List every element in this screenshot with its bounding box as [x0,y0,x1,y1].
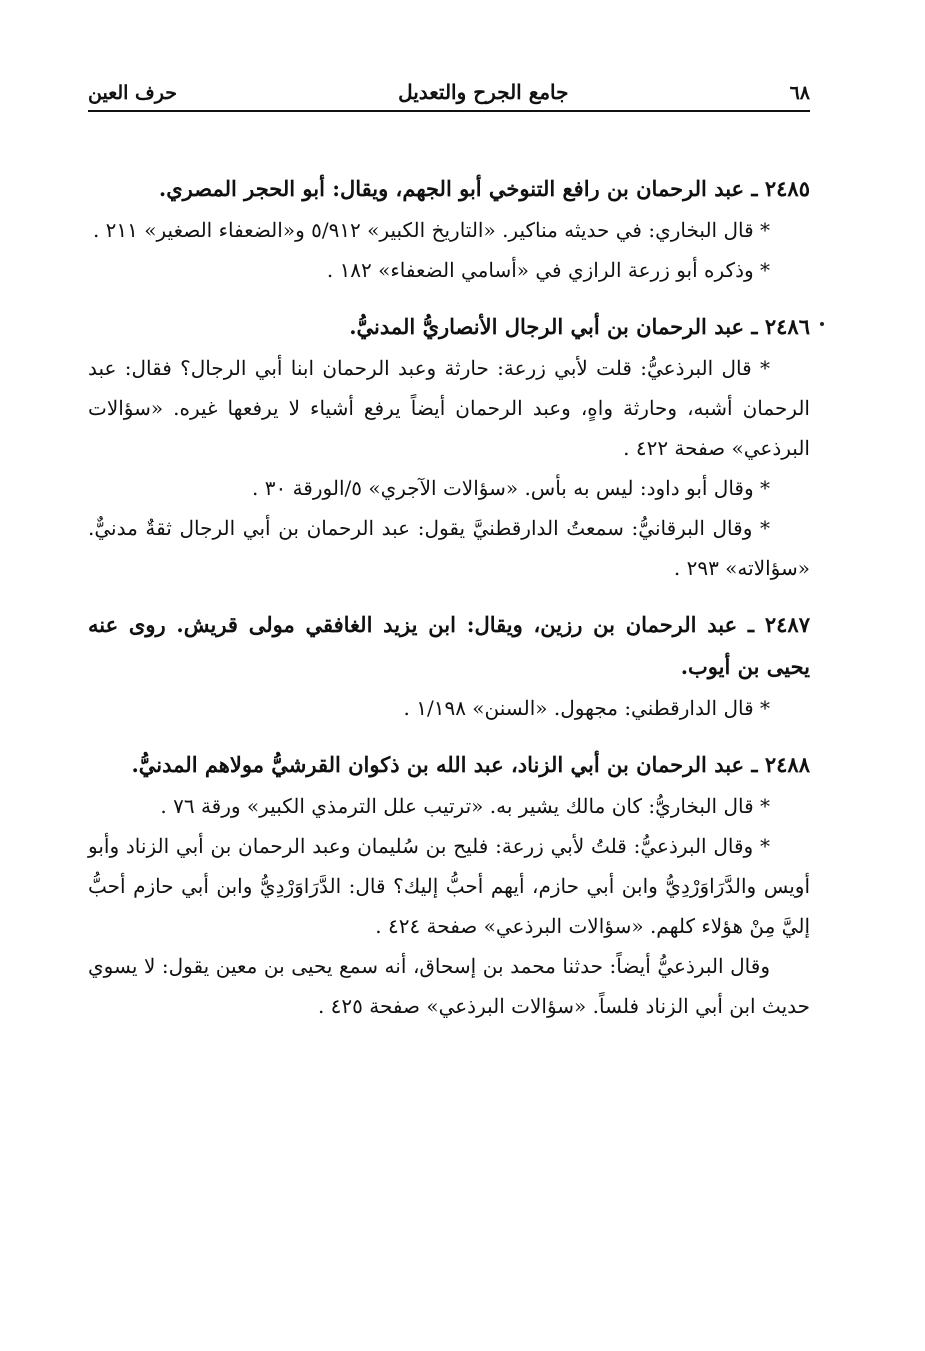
margin-mark [820,322,824,326]
entry-2485 [88,168,810,290]
page-header [88,80,810,112]
entry-paragraph: * قال البخاريُّ: كان مالك يشير به. «ترتيب علل الترمذي الكبير» ورقة ٧٦ . [160,794,770,818]
entry-paragraph: * قال البخاري: في حديثه مناكير. «التاريخ الكبير» ٥/٩١٢ و«الضعفاء الصغير» ٢١١ . [92,218,770,242]
entry-paragraph: * وذكره أبو زرعة الرازي في «أسامي الضعفاء» ١٨٢ . [326,258,770,282]
entry-2487 [88,604,810,728]
entry-paragraph: * وقال البرقانيُّ: سمعتُ الدارقطنيَّ يقول: عبد الرحمان بن أبي الرجال ثقةٌ مدنيٌّ. «سؤالاته» ٢٩٣ . [88,516,810,580]
entries [88,168,810,1026]
document-page [88,80,810,1042]
entry-heading: ٢٤٨٧ ـ عبد الرحمان بن رزين، ويقال: ابن يزيد الغافقي مولى قريش. روى عنه يحيى بن أيوب. [88,612,810,679]
book-title: جامع الجرح والتعديل [398,80,569,104]
entry-paragraph: * قال الدارقطني: مجهول. «السنن» ١/١٩٨ . [403,696,770,720]
entry-paragraph: * قال البرذعيُّ: قلت لأبي زرعة: حارثة وعبد الرحمان ابنا أبي الرجال؟ فقال: عبد الرحمان أشبه، وحارثة واهٍ، وعبد الرحمان أيضاً يرفع أشياء لا يرفعها غيره. «سؤالات البرذعي» صفحة ٤٢٢ . [88,356,810,460]
entry-paragraph: * وقال أبو داود: ليس به بأس. «سؤالات الآجري» ٥/الورقة ٣٠ . [252,476,770,500]
entry-heading: ٢٤٨٥ ـ عبد الرحمان بن رافع التنوخي أبو الجهم، ويقال: أبو الحجر المصري. [158,176,810,201]
section-title: حرف العين [88,82,177,104]
entry-heading: ٢٤٨٦ ـ عبد الرحمان بن أبي الرجال الأنصاريُّ المدنيُّ. [349,314,810,339]
entry-2488 [88,744,810,1026]
entry-paragraph: وقال البرذعيُّ أيضاً: حدثنا محمد بن إسحاق، أنه سمع يحيى بن معين يقول: لا يسوي حديث ابن أبي الزناد فلساً. «سؤالات البرذعي» صفحة ٤٢٥ . [88,954,810,1018]
entry-paragraph: * وقال البرذعيُّ: قلتُ لأبي زرعة: فليح بن سُليمان وعبد الرحمان بن أبي الزناد وأبو أويس والدَّرَاوَرْدِيُّ وابن أبي حازم، أيهم أحبُّ إليك؟ قال: الدَّرَاوَرْدِيُّ وابن أبي حازم أحبُّ إليَّ مِنْ هؤلاء كلهم. «سؤالات البرذعي» صفحة ٤٢٤ . [88,834,810,938]
page-number: ٦٨ [789,82,810,104]
entry-2486 [88,306,810,588]
entry-heading: ٢٤٨٨ ـ عبد الرحمان بن أبي الزناد، عبد الله بن ذكوان القرشيُّ مولاهم المدنيُّ. [131,752,810,777]
